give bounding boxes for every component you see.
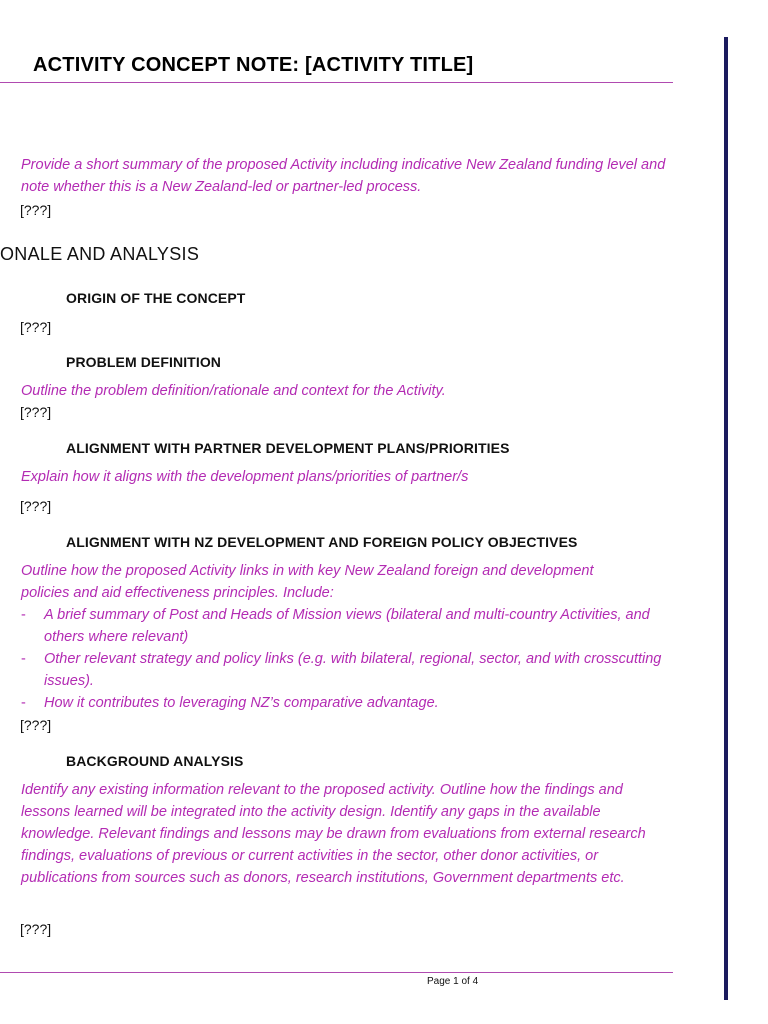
background-guide-text: Identify any existing information relevant to the proposed activity. Outline how the findings and lessons learned will be integrated into the activity design. Identify any gaps in the available knowledge. Relevant findings and lessons may be drawn from evaluations from external research findings, evaluations of previous or current activities in the sector, other donor activities, or publications from sources such as donors, research institutions, Government departments etc. <box>21 782 646 886</box>
bullet-dash: - <box>21 607 26 623</box>
heading-background: BACKGROUND ANALYSIS <box>66 753 244 769</box>
partner-alignment-guide-text: Explain how it aligns with the development plans/priorities of partner/s <box>21 469 469 485</box>
partner-alignment-placeholder: [???] <box>20 498 52 514</box>
nz-alignment-guide-text: Outline how the proposed Activity links in with key New Zealand foreign and development policies and aid effectiveness principles. Include: <box>21 563 594 601</box>
title-rule <box>0 82 673 83</box>
summary-placeholder: [???] <box>20 202 52 218</box>
list-item <box>21 604 671 648</box>
bullet-dash: - <box>21 651 26 667</box>
bullet-text: A brief summary of Post and Heads of Mission views (bilateral and multi-country Activities, and others where relevant) <box>44 607 650 645</box>
heading-nz-alignment: ALIGNMENT WITH NZ DEVELOPMENT AND FOREIGN POLICY OBJECTIVES <box>66 534 578 550</box>
list-item <box>21 648 671 692</box>
section-heading-rationale: ONALE AND ANALYSIS <box>0 244 200 264</box>
bullet-text: Other relevant strategy and policy links (e.g. with bilateral, regional, sector, and with crosscutting issues). <box>44 651 662 689</box>
bullet-text: How it contributes to leveraging NZ’s comparative advantage. <box>44 695 439 711</box>
heading-problem: PROBLEM DEFINITION <box>66 354 222 370</box>
list-item <box>21 692 671 714</box>
page-side-bar <box>724 37 728 1000</box>
problem-placeholder: [???] <box>20 404 52 420</box>
heading-partner-alignment: ALIGNMENT WITH PARTNER DEVELOPMENT PLANS/PRIORITIES <box>66 440 510 456</box>
nz-alignment-placeholder: [???] <box>20 717 52 733</box>
footer-rule <box>0 972 673 973</box>
page-number: Page 1 of 4 <box>427 976 479 987</box>
summary-guide-text: Provide a short summary of the proposed Activity including indicative New Zealand funding level and note whether this is a New Zealand-led or partner-led process. <box>21 157 666 195</box>
heading-origin: ORIGIN OF THE CONCEPT <box>66 290 246 306</box>
nz-alignment-bullet-list <box>21 604 671 714</box>
origin-placeholder: [???] <box>20 319 52 335</box>
bullet-dash: - <box>21 695 26 711</box>
problem-guide-text: Outline the problem definition/rationale and context for the Activity. <box>21 383 446 399</box>
document-title: ACTIVITY CONCEPT NOTE: [ACTIVITY TITLE] <box>33 54 474 76</box>
background-placeholder: [???] <box>20 921 52 937</box>
